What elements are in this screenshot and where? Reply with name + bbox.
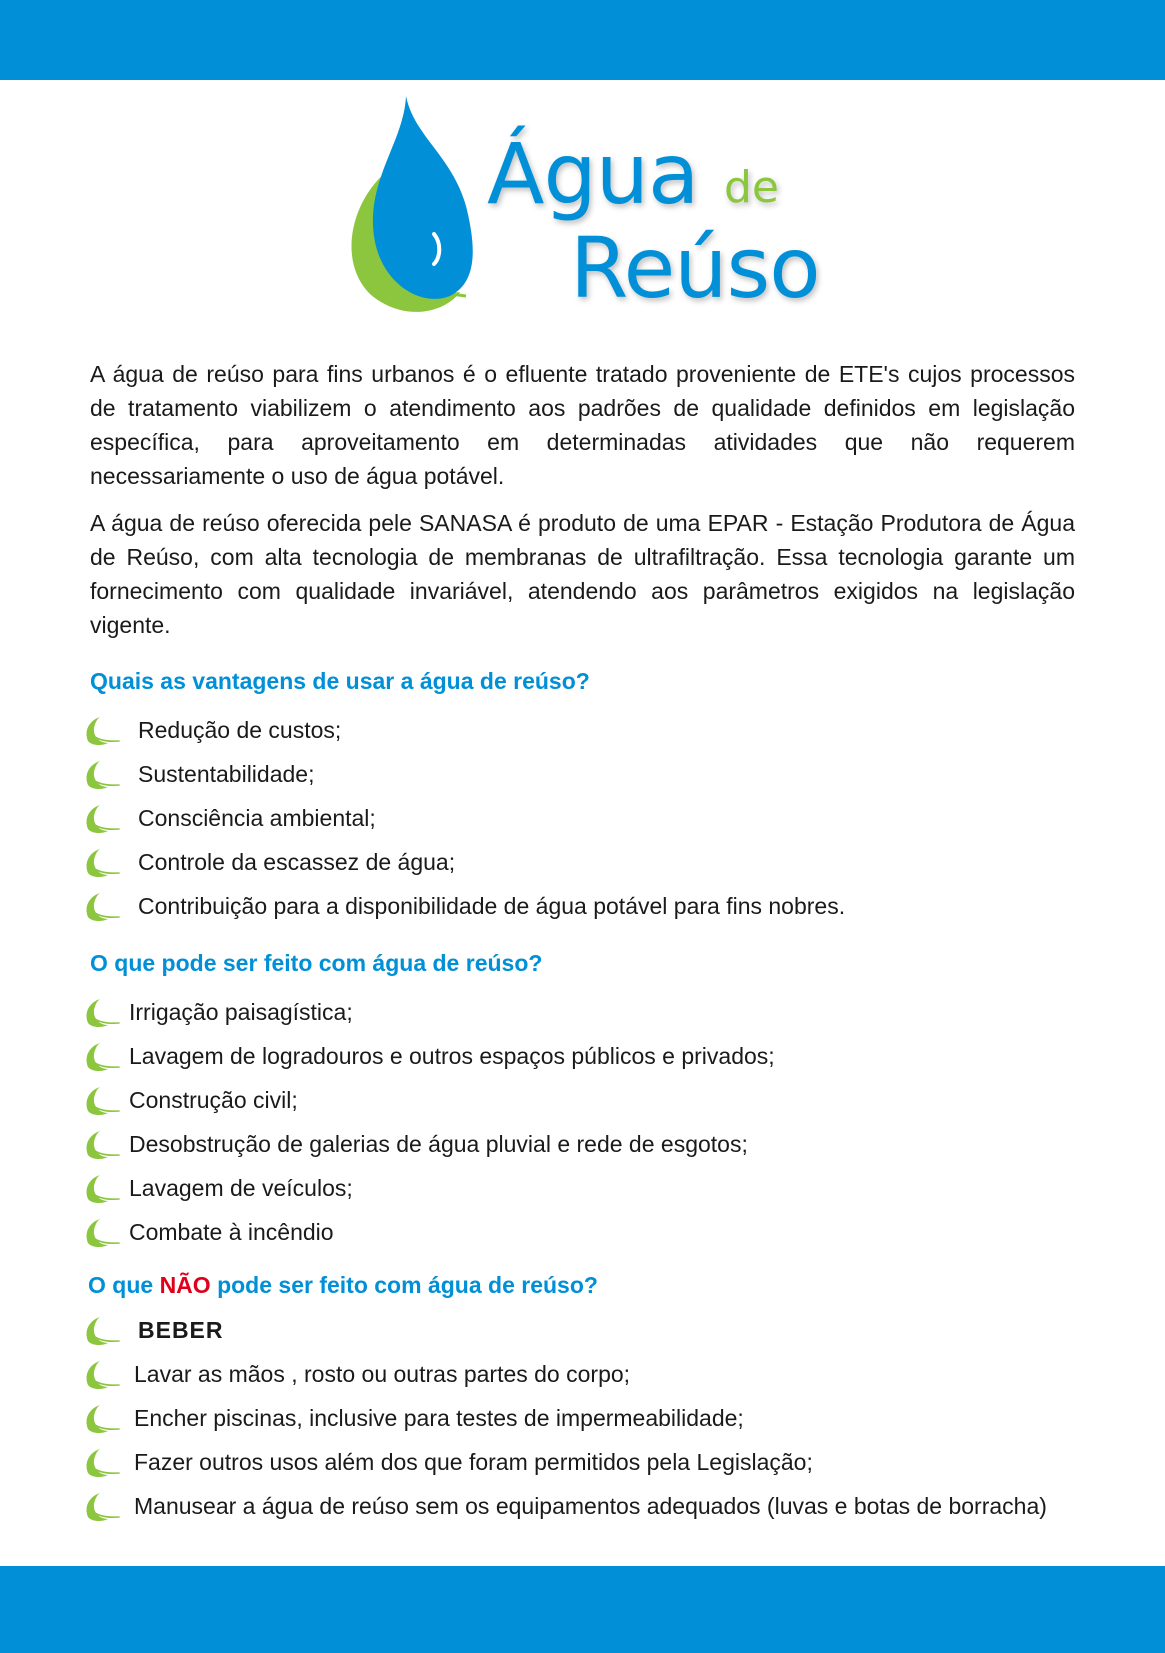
list-item-text: Lavagem de veículos; — [129, 1175, 353, 1201]
leaf-bullet-icon — [84, 892, 120, 922]
list-item-text: Contribuição para a disponibilidade de água potável para fins nobres. — [138, 893, 846, 919]
logo — [340, 96, 820, 326]
negation-word: NÃO — [159, 1272, 211, 1298]
leaf-bullet-icon — [84, 998, 120, 1028]
logo-mark — [340, 96, 490, 326]
leaf-bullet-icon — [84, 804, 120, 834]
list-item-text: Fazer outros usos além dos que foram permitidos pela Legislação; — [134, 1449, 813, 1475]
list-item-text: Consciência ambiental; — [138, 805, 376, 831]
intro-paragraph-2: A água de reúso oferecida pele SANASA é produto de uma EPAR - Estação Produtora de Água de Reúso, com alta tecnologia de membranas de ultrafiltração. Essa tecnologia garante um fornecimento com qualidade invariável, atendendo aos parâmetros exigidos na legislação vigente. — [90, 510, 1075, 638]
list-item-text: Manusear a água de reúso sem os equipamentos adequados (luvas e botas de borracha) — [134, 1493, 1047, 1519]
leaf-bullet-icon — [84, 760, 120, 790]
list-item-text: Sustentabilidade; — [138, 761, 315, 787]
heading-part: O que — [88, 1272, 160, 1298]
leaf-bullet-icon — [84, 848, 120, 878]
list-item-text: Irrigação paisagística; — [129, 999, 353, 1025]
leaf-bullet-icon — [84, 716, 120, 746]
leaf-bullet-icon — [84, 1042, 120, 1072]
list-item-text: Construção civil; — [129, 1087, 298, 1113]
logo-word-agua: Água — [487, 125, 699, 223]
list-item-text: Lavagem de logradouros e outros espaços públicos e privados; — [129, 1043, 775, 1069]
list-item-text: Lavar as mãos , rosto ou outras partes do corpo; — [134, 1361, 631, 1387]
logo-word-de: de — [724, 162, 779, 213]
section-heading-allowed-uses: O que pode ser feito com água de reúso? — [90, 950, 543, 976]
leaf-bullet-icon — [84, 1218, 120, 1248]
water-drop-icon — [373, 96, 473, 299]
logo-word-reuso: Reúso — [570, 219, 820, 317]
list-item-text: BEBER — [138, 1317, 224, 1343]
bottom-banner — [0, 1566, 1165, 1653]
section-heading-forbidden-uses — [88, 1272, 598, 1299]
list-item-text: Encher piscinas, inclusive para testes de impermeabilidade; — [134, 1405, 744, 1431]
leaf-bullet-icon — [84, 1130, 120, 1160]
list-item-text: Redução de custos; — [138, 717, 342, 743]
heading-part: pode ser feito com água de reúso? — [210, 1272, 598, 1298]
section-heading-advantages: Quais as vantagens de usar a água de reúso? — [90, 668, 590, 694]
leaf-bullet-icon — [84, 1174, 120, 1204]
leaf-bullet-icon — [84, 1404, 120, 1434]
list-item-text: Combate à incêndio — [129, 1219, 334, 1245]
top-banner — [0, 0, 1165, 80]
list-item-text: Desobstrução de galerias de água pluvial e rede de esgotos; — [129, 1131, 748, 1157]
leaf-bullet-icon — [84, 1448, 120, 1478]
intro-paragraph-1: A água de reúso para fins urbanos é o efluente tratado proveniente de ETE's cujos processos de tratamento viabilizem o atendimento aos padrões de qualidade definidos em legislação específica, para aproveitamento em determinadas atividades que não requerem necessariamente o uso de água potável. — [90, 361, 1075, 489]
leaf-bullet-icon — [84, 1492, 120, 1522]
leaf-bullet-icon — [84, 1360, 120, 1390]
list-item-text: Controle da escassez de água; — [138, 849, 456, 875]
leaf-bullet-icon — [84, 1316, 120, 1346]
leaf-bullet-icon — [84, 1086, 120, 1116]
